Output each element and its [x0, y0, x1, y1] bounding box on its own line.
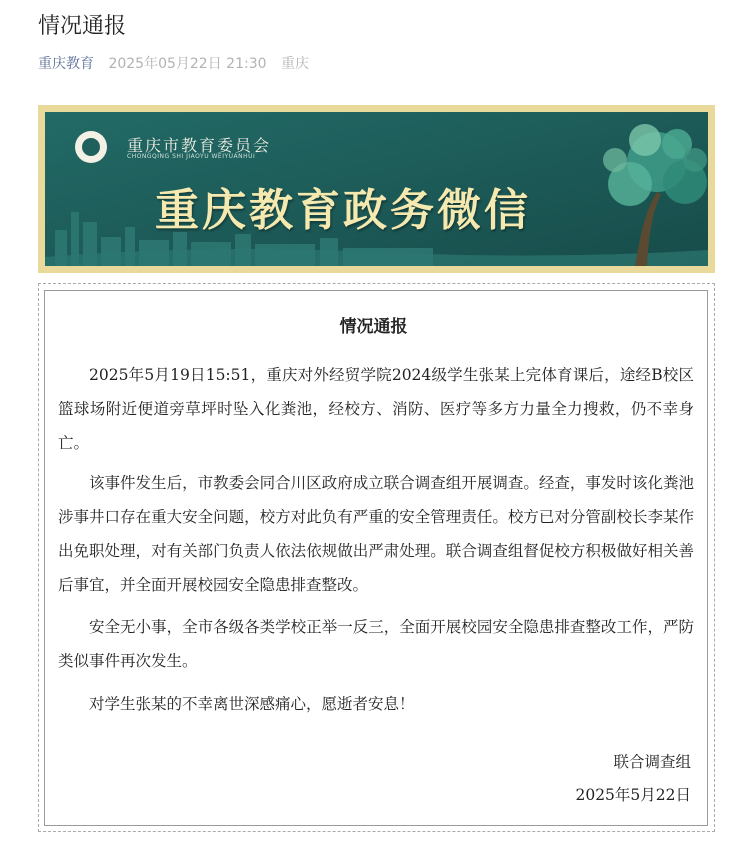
- banner-org-name: 重庆市教育委员会: [127, 136, 272, 155]
- notice-paragraph-2: 该事件发生后，市教委会同合川区政府成立联合调查组开展调查。经查，事发时该化粪池涉事井口存在重大安全问题，校方对此负有严重的安全管理责任。校方已对分管副校长李某作出免职处理，对有关部门负责人依法依规做出严肃处理。联合调查组督促校方积极做好相关善后事宜，并全面开展校园安全隐患排查整改。: [58, 474, 694, 594]
- article-meta: [38, 53, 309, 73]
- account-name-link[interactable]: 重庆教育: [38, 56, 94, 72]
- notice-signature-date: 2025年5月22日: [575, 786, 691, 804]
- banner-panel: [45, 112, 708, 266]
- notice-paragraph-1: 2025年5月19日15:51，重庆对外经贸学院2024级学生张某上完体育课后，途经B校区篮球场附近便道旁草坪时坠入化粪池，经校方、消防、医疗等多方力量全力搜救，仍不幸身亡。: [58, 366, 694, 452]
- banner-image: [38, 105, 715, 273]
- notice-signature: 联合调查组: [613, 753, 691, 771]
- notice-paragraph-4: 对学生张某的不幸离世深感痛心，愿逝者安息！: [89, 695, 415, 713]
- banner-title: 重庆教育政务微信: [155, 185, 531, 236]
- banner-org-pinyin: CHONGQING SHI JIAOYU WEIYUANHUI: [127, 153, 256, 160]
- publish-date: 2025年05月22日 21:30: [108, 56, 267, 72]
- notice-heading: 情况通报: [339, 317, 408, 337]
- edu-commission-logo-icon: [75, 131, 107, 163]
- article-title: 情况通报: [38, 14, 127, 39]
- notice-paragraph-3: 安全无小事，全市各级各类学校正举一反三，全面开展校园安全隐患排查整改工作，严防类似事件再次发生。: [58, 618, 694, 670]
- publish-location: 重庆: [280, 56, 309, 72]
